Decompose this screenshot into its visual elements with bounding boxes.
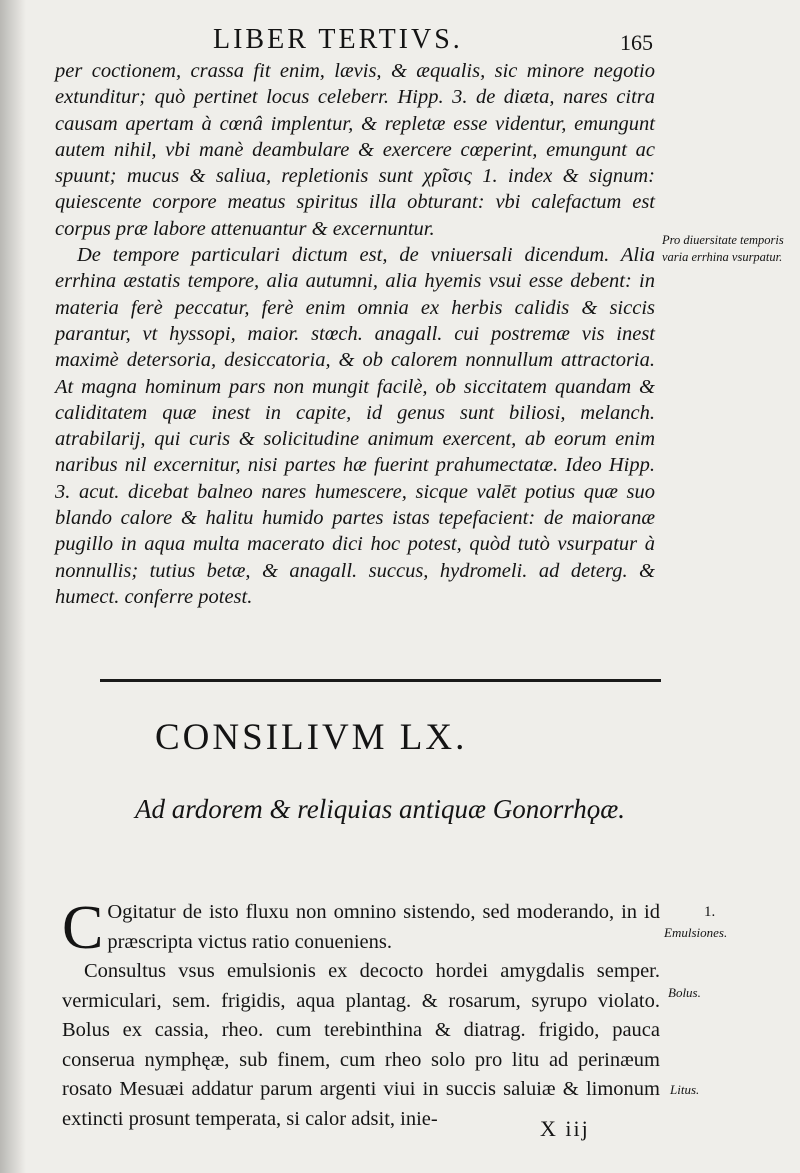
lower-text-block <box>62 894 660 1134</box>
consilium-subtitle: Ad ardorem & reliquias antiquæ Gonorrhϙæ. <box>134 794 626 824</box>
lower-paragraph-1 <box>62 894 660 962</box>
margin-note-emulsiones: Emulsiones. <box>664 925 728 940</box>
margin-note-bolus: Bolus. <box>668 985 701 1000</box>
signature-mark: X iij <box>540 1116 590 1141</box>
drop-cap: C <box>62 894 104 962</box>
upper-paragraph-1: per coctionem, crassa fit enim, lævis, & æqualis, sic minore negotio extunditur; quò pertinet locus celeberr. Hipp. 3. de diæta, nares citra causam apertam à cœnâ implentur, & repletæ esse videntur, emungunt autem nihil, vbi manè deambulare & exercere cœperint, emungunt ac spuunt; mucus & saliua, repletionis sunt χρῖσις 1. index & signum: quiescente corpore meatus spiritus illa obturant: vbi calefactum est corpus præ labore attenuantur & excernuntur. <box>55 60 655 240</box>
section-divider <box>100 679 661 682</box>
margin-note-litus: Litus. <box>670 1082 700 1097</box>
margin-note-number: 1. <box>704 904 716 920</box>
consilium-title: CONSILIVM LX. <box>155 717 468 758</box>
lower-paragraph-2: Consultus vsus emulsionis ex decocto hordei amygdalis semper. vermiculari, sem. frigidis, aqua plantag. & rosarum, syrupo violato. Bolus ex cassia, rheo. cum terebinthina & diatrag. frigido, pauca conserua nymphęæ, sub finem, cum rheo solo pro litu ad perinæum rosato Mesuæi addatur parum argenti viui in succis saluiæ & limonum extincti prosunt temperata, si calor adsit, inie- <box>62 960 660 1130</box>
lower-paragraph-1-text: Ogitatur de isto fluxu non omnino sistendo, sed moderando, in id præscripta victus ratio conueniens. <box>107 901 660 953</box>
running-title: LIBER TERTIVS. <box>213 24 463 55</box>
upper-text-block <box>55 58 655 610</box>
margin-note-upper: Pro diuersitate temporis varia errhina vsurpatur. <box>662 233 784 264</box>
page-number: 165 <box>620 30 653 55</box>
upper-paragraph-2: De tempore particulari dictum est, de vniuersali dicendum. Alia errhina æstatis tempore, alia autumni, alia hyemis vsui esse debent: in materia ferè peccatur, ferè enim omnia ex herbis calidis & siccis parantur, vt hyssopi, maior. stœch. anagall. cui postremæ vis inest maximè detersoria, desiccatoria, & ob calorem nonnullum attractoria. At magna hominum pars non mungit facilè, ob siccitatem quandam & caliditatem quæ inest in capite, id genus sunt biliosi, melanch. atrabilarij, qui curis & solicitudine animum exercent, ab eorum enim naribus nil excernitur, nisi partes hæ fuerint prahumectatæ. Ideo Hipp. 3. acut. dicebat balneo nares humescere, sicque valēt potius quæ suo blando calore & halitu humido partes istas tepefacient: de maioranæ pugillo in aqua multa macerato dici hoc potest, quòd tutò vsurpatur à nonnullis; tutius betæ, & anagall. succus, hydromeli. ad deterg. & humect. conferre potest. <box>55 244 655 608</box>
page-binding-shadow <box>0 0 26 1173</box>
